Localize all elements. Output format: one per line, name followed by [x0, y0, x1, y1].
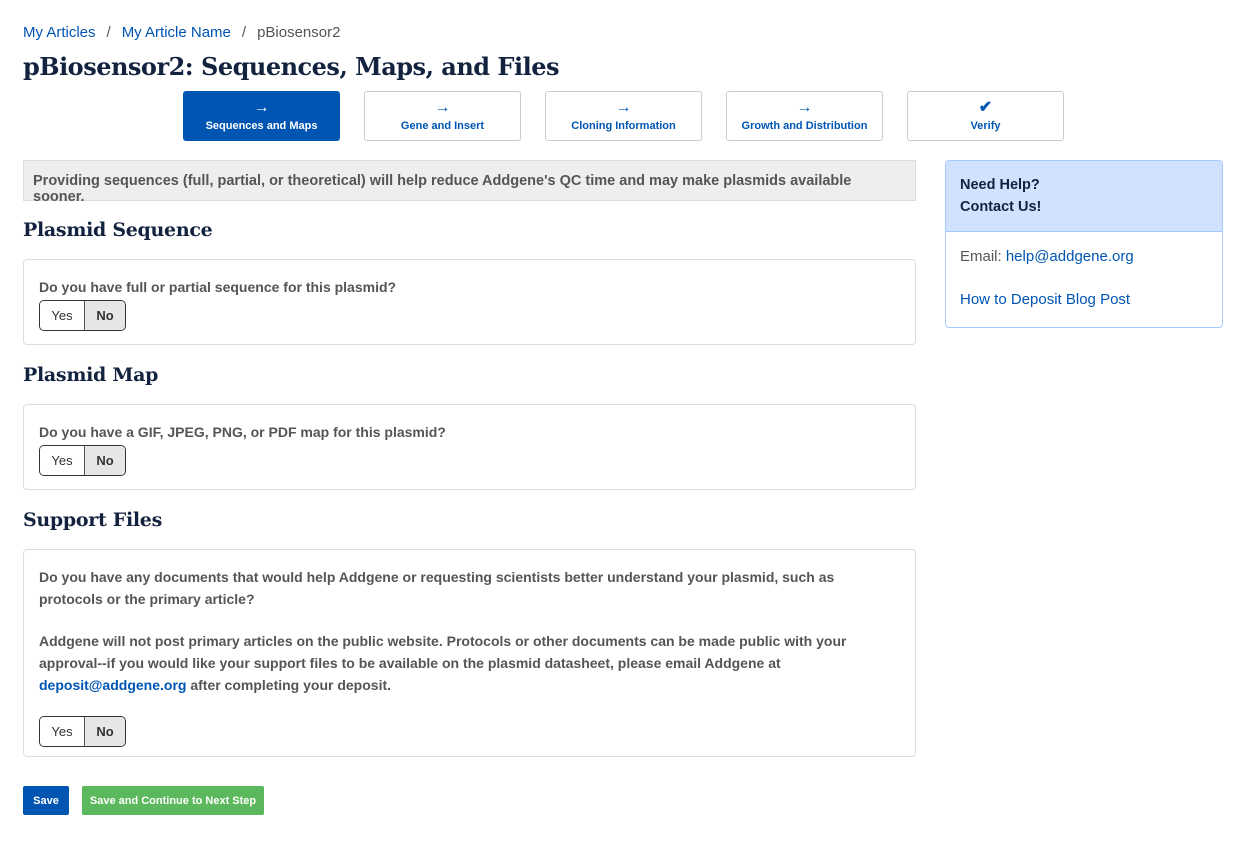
breadcrumb-separator: / — [106, 24, 111, 41]
step-label: Sequences and Maps — [205, 120, 318, 132]
map-question: Do you have a GIF, JPEG, PNG, or PDF map for this plasmid? — [39, 424, 446, 440]
step-nav — [183, 91, 1064, 141]
help-panel — [945, 160, 1223, 328]
support-note-text: after completing your deposit. — [186, 677, 392, 693]
help-subtitle: Contact Us! — [960, 199, 1042, 215]
step-label: Cloning Information — [571, 120, 676, 132]
step-growth-and-distribution[interactable] — [726, 91, 883, 141]
email-label: Email: — [960, 248, 1006, 265]
section-heading-sequence: Plasmid Sequence — [23, 219, 213, 241]
deposit-email-link[interactable]: deposit@addgene.org — [39, 677, 187, 693]
map-card — [23, 404, 916, 490]
sequence-no-button[interactable]: No — [85, 301, 125, 330]
sequence-yes-button[interactable]: Yes — [40, 301, 85, 330]
help-panel-header — [946, 161, 1222, 232]
breadcrumb-current: pBiosensor2 — [257, 24, 341, 41]
step-gene-and-insert[interactable] — [364, 91, 521, 141]
map-no-button[interactable]: No — [85, 446, 125, 475]
deposit-blog-link[interactable]: How to Deposit Blog Post — [960, 291, 1131, 308]
step-label: Verify — [970, 120, 1001, 132]
support-yes-button[interactable]: Yes — [40, 717, 85, 746]
support-no-button[interactable]: No — [85, 717, 125, 746]
section-heading-support: Support Files — [23, 509, 162, 531]
breadcrumb-separator: / — [241, 24, 247, 41]
arrow-right-icon: → — [253, 99, 270, 116]
sequence-question: Do you have full or partial sequence for this plasmid? — [39, 279, 397, 295]
arrow-right-icon: → — [434, 99, 451, 116]
support-note-text: Addgene will not post primary articles on the public website. Protocols or other documents can be made public with your approval--if you would like your support files to be available on the plasmid datasheet, please email Addgene at — [39, 633, 847, 671]
map-toggle — [39, 445, 126, 476]
save-continue-button[interactable]: Save and Continue to Next Step — [82, 786, 264, 815]
support-question: Do you have any documents that would help Addgene or requesting scientists better understand your plasmid, such as protocols or the primary article? — [39, 569, 835, 607]
main-content — [23, 160, 916, 757]
breadcrumb-article-name[interactable]: My Article Name — [121, 24, 231, 41]
breadcrumb — [23, 24, 340, 41]
step-cloning-information[interactable] — [545, 91, 702, 141]
save-button[interactable]: Save — [23, 786, 69, 815]
breadcrumb-my-articles[interactable]: My Articles — [23, 24, 96, 41]
info-banner: Providing sequences (full, partial, or theoretical) will help reduce Addgene's QC time and may make plasmids available sooner. — [23, 160, 916, 201]
help-panel-body — [946, 232, 1222, 327]
step-label: Growth and Distribution — [741, 120, 868, 132]
step-sequences-and-maps[interactable] — [183, 91, 340, 141]
arrow-right-icon: → — [796, 99, 813, 116]
page-title: pBiosensor2: Sequences, Maps, and Files — [23, 52, 559, 81]
support-note — [39, 630, 900, 696]
step-verify[interactable] — [907, 91, 1064, 141]
step-label: Gene and Insert — [400, 120, 485, 132]
arrow-right-icon: → — [615, 99, 632, 116]
help-email-link[interactable]: help@addgene.org — [1005, 248, 1134, 265]
checkmark-icon: ✔ — [978, 99, 993, 116]
support-toggle — [39, 716, 126, 747]
help-title: Need Help? — [960, 177, 1040, 193]
sequence-card — [23, 259, 916, 345]
map-yes-button[interactable]: Yes — [40, 446, 85, 475]
section-heading-map: Plasmid Map — [23, 364, 159, 386]
sequence-toggle — [39, 300, 126, 331]
support-card — [23, 549, 916, 757]
